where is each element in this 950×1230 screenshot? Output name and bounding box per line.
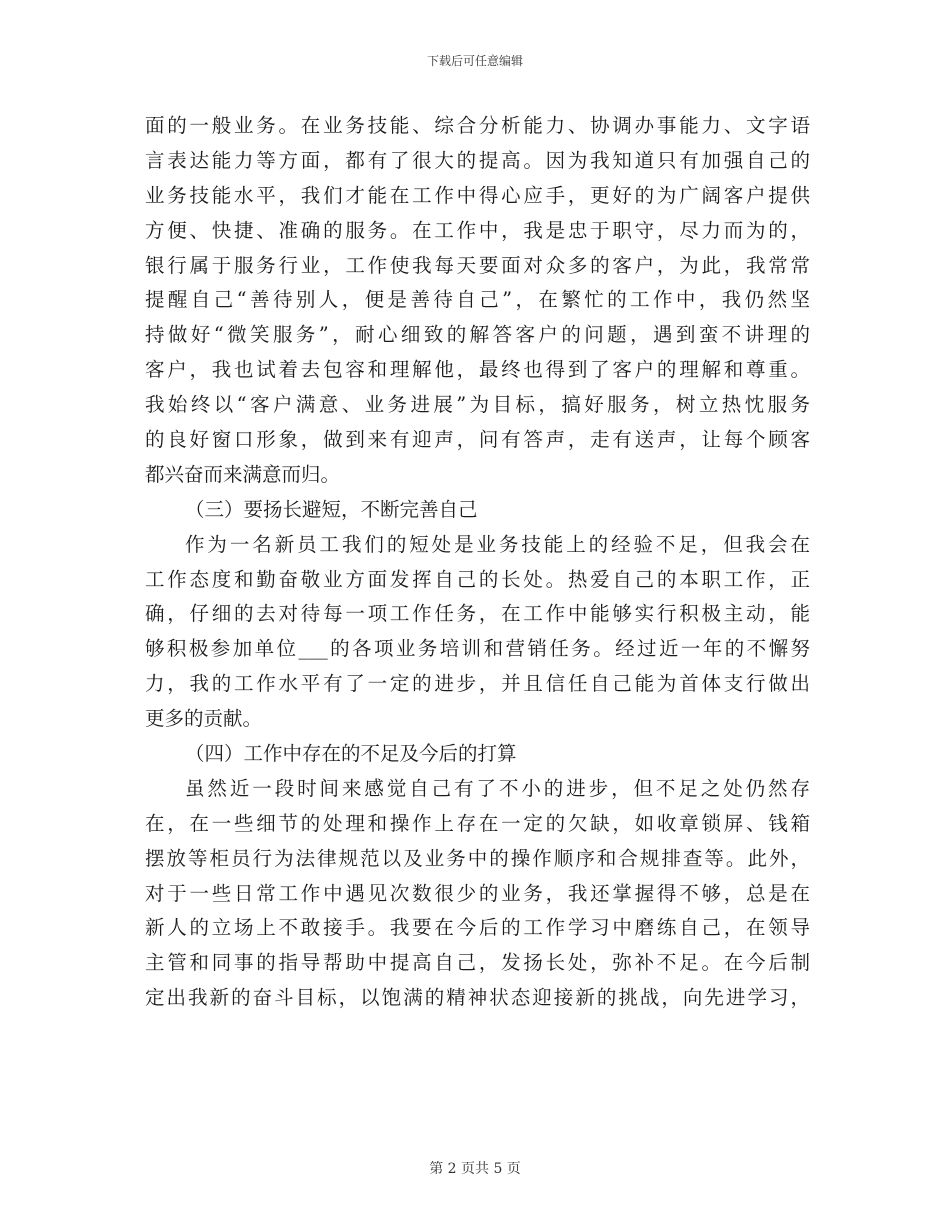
- body-line: 定出我新的奋斗目标，以饱满的精神状态迎接新的挑战，向先进学习，: [145, 986, 810, 1010]
- body-line: 银行属于服务行业，工作使我每天要面对众多的客户，为此，我常常: [145, 253, 810, 277]
- body-line: 摆放等柜员行为法律规范以及业务中的操作顺序和合规排查等。此外，: [145, 846, 810, 870]
- body-line: 都兴奋而来满意而归。: [145, 462, 341, 486]
- page-footer: 第 2 页共 5 页: [429, 1161, 521, 1177]
- body-line: 在，在一些细节的处理和操作上存在一定的欠缺，如收章锁屏、钱箱: [145, 811, 810, 835]
- body-line: 主管和同事的指导帮助中提高自己，发扬长处，弥补不足。在今后制: [145, 951, 810, 975]
- paragraph-first-line: 作为一名新员工我们的短处是业务技能上的经验不足，但我会在: [185, 532, 810, 556]
- body-line: 我始终以“客户满意、业务进展”为目标，搞好服务，树立热忱服务: [145, 393, 810, 417]
- body-line: 客户，我也试着去包容和理解他，最终也得到了客户的理解和尊重。: [145, 358, 810, 382]
- body-line: 持做好“微笑服务”，耐心细致的解答客户的问题，遇到蛮不讲理的: [145, 323, 810, 347]
- body-line: 提醒自己“善待别人，便是善待自己”，在繁忙的工作中，我仍然坚: [145, 288, 810, 312]
- body-line: 方便、快捷、准确的服务。在工作中，我是忠于职守，尽力而为的，: [145, 218, 810, 242]
- section-heading: （三）要扬长避短，不断完善自己: [185, 497, 478, 521]
- body-line: 力，我的工作水平有了一定的进步，并且信任自己能为首体支行做出: [145, 672, 810, 696]
- section-heading: （四）工作中存在的不足及今后的打算: [185, 742, 517, 766]
- body-line: 新人的立场上不敢接手。我要在今后的工作学习中磨练自己，在领导: [145, 916, 810, 940]
- body-line: 工作态度和勤奋敬业方面发挥自己的长处。热爱自己的本职工作，正: [145, 567, 810, 591]
- body-line: 更多的贡献。: [145, 707, 263, 731]
- body-line: 的良好窗口形象，做到来有迎声，问有答声，走有送声，让每个顾客: [145, 428, 810, 452]
- document-body: [145, 111, 810, 1018]
- body-line: 确，仔细的去对待每一项工作任务，在工作中能够实行积极主动，能: [145, 602, 810, 626]
- body-line: 够积极参加单位___的各项业务培训和营销任务。经过近一年的不懈努: [145, 637, 810, 661]
- body-line: 言表达能力等方面，都有了很大的提高。因为我知道只有加强自己的: [145, 148, 810, 172]
- body-line: 对于一些日常工作中遇见次数很少的业务，我还掌握得不够，总是在: [145, 881, 810, 905]
- page-header: 下载后可任意编辑: [426, 54, 523, 68]
- paragraph-first-line: 虽然近一段时间来感觉自己有了不小的进步，但不足之处仍然存: [185, 776, 810, 800]
- body-line: 业务技能水平，我们才能在工作中得心应手，更好的为广阔客户提供: [145, 183, 810, 207]
- body-line: 面的一般业务。在业务技能、综合分析能力、协调办事能力、文字语: [145, 114, 810, 137]
